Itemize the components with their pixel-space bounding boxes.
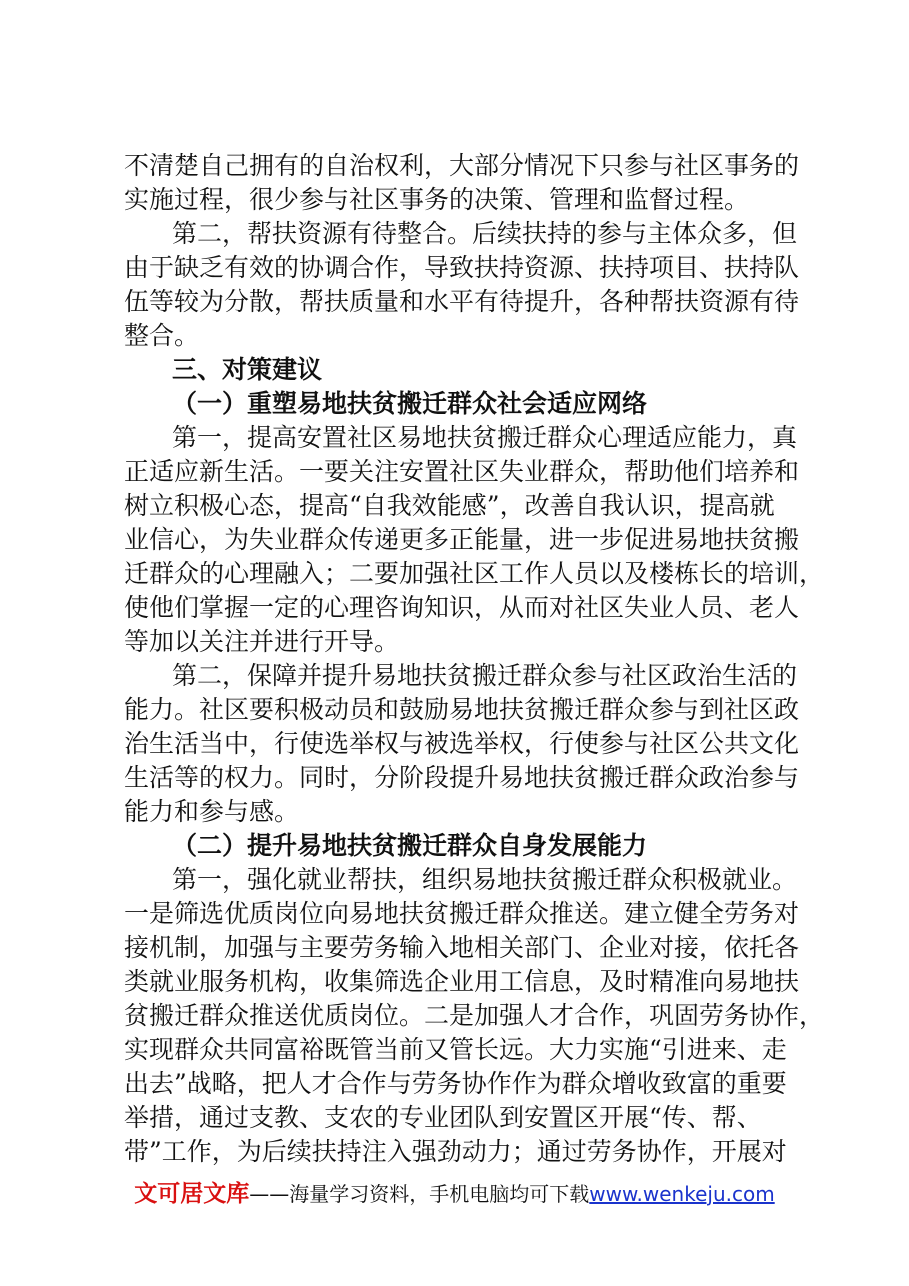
text-line: 能力。社区要积极动员和鼓励易地扶贫搬迁群众参与到社区政 bbox=[124, 695, 800, 724]
footer-brand: 文可居文库 bbox=[134, 1181, 250, 1207]
footer-slogan: ——海量学习资料，手机电脑均可下载 bbox=[249, 1182, 590, 1206]
footer-link[interactable]: www.wenkeju.com bbox=[589, 1182, 775, 1206]
text-line: 出去”战略，把人才合作与劳务协作作为群众增收致富的重要 bbox=[124, 1069, 787, 1098]
text-line: 贫搬迁群众推送优质岗位。二是加强人才合作，巩固劳务协作， bbox=[124, 1001, 825, 1030]
text-line: 整合。 bbox=[124, 321, 200, 350]
text-line: 带”工作，为后续扶持注入强劲动力；通过劳务协作，开展对 bbox=[124, 1137, 787, 1166]
text-line: 实施过程，很少参与社区事务的决策、管理和监督过程。 bbox=[124, 185, 750, 214]
text-line: 树立积极心态，提高“自我效能感”，改善自我认识，提高就 bbox=[124, 491, 775, 520]
text-line: 类就业服务机构，收集筛选企业用工信息，及时精准向易地扶 bbox=[124, 967, 800, 996]
text-line: 实现群众共同富裕既管当前又管长远。大力实施“引进来、走 bbox=[124, 1035, 787, 1064]
page-footer bbox=[0, 1180, 909, 1208]
text-line: 一是筛选优质岗位向易地扶贫搬迁群众推送。建立健全劳务对 bbox=[124, 899, 800, 928]
text-line: 接机制，加强与主要劳务输入地相关部门、企业对接，依托各 bbox=[124, 933, 800, 962]
text-line: 由于缺乏有效的协调合作，导致扶持资源、扶持项目、扶持队 bbox=[124, 253, 800, 282]
paragraph-start-line: 第二，帮扶资源有待整合。后续扶持的参与主体众多，但 bbox=[172, 219, 798, 248]
text-line: 迁群众的心理融入；二要加强社区工作人员以及楼栋长的培训， bbox=[124, 559, 825, 588]
subsection-heading: （一）重塑易地扶贫搬迁群众社会适应网络 bbox=[172, 389, 648, 418]
text-line: 生活等的权力。同时，分阶段提升易地扶贫搬迁群众政治参与 bbox=[124, 763, 800, 792]
paragraph-start-line: 第一，提高安置社区易地扶贫搬迁群众心理适应能力，真 bbox=[172, 423, 798, 452]
text-line: 等加以关注并进行开导。 bbox=[124, 627, 400, 656]
paragraph-start-line: 第一，强化就业帮扶，组织易地扶贫搬迁群众积极就业。 bbox=[172, 865, 798, 894]
text-line: 治生活当中，行使选举权与被选举权，行使参与社区公共文化 bbox=[124, 729, 800, 758]
text-line: 能力和参与感。 bbox=[124, 797, 300, 826]
text-line: 业信心，为失业群众传递更多正能量，进一步促进易地扶贫搬 bbox=[124, 525, 800, 554]
text-line: 使他们掌握一定的心理咨询知识，从而对社区失业人员、老人 bbox=[124, 593, 800, 622]
section-heading: 三、对策建议 bbox=[172, 355, 323, 384]
subsection-heading: （二）提升易地扶贫搬迁群众自身发展能力 bbox=[172, 831, 648, 860]
text-line: 不清楚自己拥有的自治权利，大部分情况下只参与社区事务的 bbox=[124, 151, 800, 180]
text-line: 正适应新生活。一要关注安置社区失业群众，帮助他们培养和 bbox=[124, 457, 800, 486]
paragraph-start-line: 第二，保障并提升易地扶贫搬迁群众参与社区政治生活的 bbox=[172, 661, 798, 690]
text-line: 伍等较为分散，帮扶质量和水平有待提升，各种帮扶资源有待 bbox=[124, 287, 800, 316]
text-line: 举措，通过支教、支农的专业团队到安置区开展“传、帮、 bbox=[124, 1103, 762, 1132]
